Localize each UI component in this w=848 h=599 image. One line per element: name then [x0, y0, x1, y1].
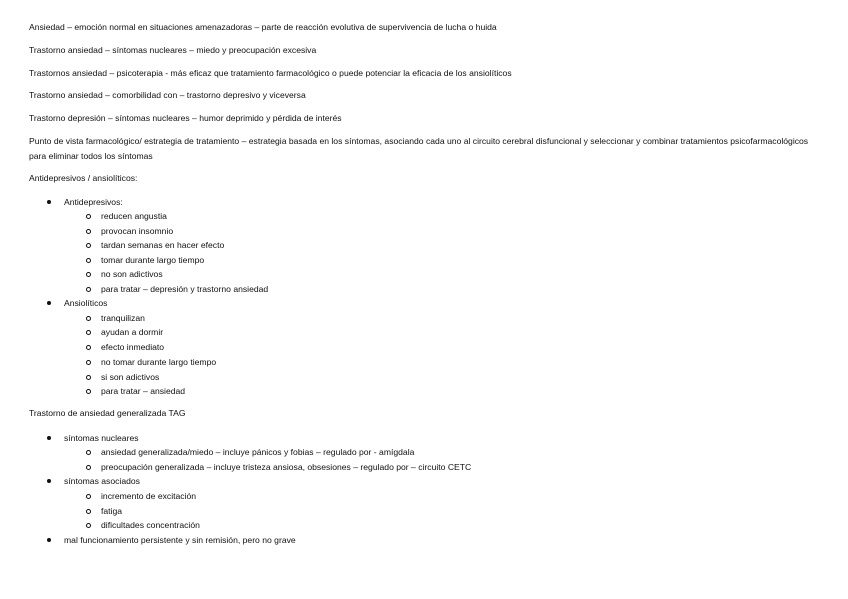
paragraph: Punto de vista farmacológico/ estrategia de tratamiento – estrategia basada en los síntomas, asociando cada uno al circuito cerebral disfuncional y seleccionar y combinar tratamientos psicofarmacológicos para eliminar todos los síntomas [29, 136, 809, 161]
paragraph: Trastornos ansiedad – psicoterapia - más eficaz que tratamiento farmacológico o puede potenciar la eficacia de los ansiolíticos [29, 68, 512, 78]
circle-bullet-icon [86, 243, 91, 248]
circle-bullet-icon [86, 272, 91, 277]
circle-bullet-icon [86, 389, 91, 394]
sub-list-item-label: efecto inmediato [101, 342, 165, 352]
sub-list-item-label: incremento de excitación [101, 491, 197, 501]
circle-bullet-icon [86, 465, 91, 470]
list-item-label: Antidepresivos: [64, 197, 123, 207]
sub-list-item-label: reducen angustia [101, 211, 167, 221]
circle-bullet-icon [86, 375, 91, 380]
sub-list-item-label: tranquilizan [101, 313, 145, 323]
sub-list-item-label: provocan insomnio [101, 226, 174, 236]
paragraph: Antidepresivos / ansiolíticos: [29, 173, 138, 183]
paragraph: Ansiedad – emoción normal en situaciones amenazadoras – parte de reacción evolutiva de supervivencia de lucha o huida [29, 22, 497, 32]
bullet-icon [47, 479, 51, 483]
list-item-label: síntomas nucleares [64, 433, 139, 443]
sub-list-item-label: preocupación generalizada – incluye tristeza ansiosa, obsesiones – regulado por – circuito CETC [101, 462, 472, 472]
circle-bullet-icon [86, 330, 91, 335]
circle-bullet-icon [86, 523, 91, 528]
circle-bullet-icon [86, 360, 91, 365]
circle-bullet-icon [86, 229, 91, 234]
sub-list-item-label: para tratar – depresión y trastorno ansiedad [101, 284, 269, 294]
bullet-icon [47, 538, 51, 542]
bullet-icon [47, 200, 51, 204]
section-heading: Trastorno de ansiedad generalizada TAG [29, 408, 186, 418]
sub-list-item-label: para tratar – ansiedad [101, 386, 186, 396]
circle-bullet-icon [86, 450, 91, 455]
sub-list-item-label: ayudan a dormir [101, 327, 164, 337]
list-item-label: mal funcionamiento persistente y sin remisión, pero no grave [64, 535, 296, 545]
sub-list-item-label: dificultades concentración [101, 520, 200, 530]
sub-list-item-label: tardan semanas en hacer efecto [101, 240, 225, 250]
circle-bullet-icon [86, 345, 91, 350]
sub-list-item-label: no tomar durante largo tiempo [101, 357, 217, 367]
sub-list-item-label: no son adictivos [101, 269, 163, 279]
paragraph: Trastorno ansiedad – comorbilidad con – trastorno depresivo y viceversa [29, 90, 306, 100]
list-item-label: Ansiolíticos [64, 298, 108, 308]
circle-bullet-icon [86, 494, 91, 499]
circle-bullet-icon [86, 287, 91, 292]
paragraph: Trastorno ansiedad – síntomas nucleares – miedo y preocupación excesiva [29, 45, 317, 55]
circle-bullet-icon [86, 509, 91, 514]
bullet-icon [47, 436, 51, 440]
circle-bullet-icon [86, 316, 91, 321]
sub-list-item-label: si son adictivos [101, 372, 160, 382]
sub-list-item-label: fatiga [101, 506, 123, 516]
circle-bullet-icon [86, 258, 91, 263]
list-item-label: síntomas asociados [64, 476, 140, 486]
sub-list-item-label: tomar durante largo tiempo [101, 255, 205, 265]
sub-list-item-label: ansiedad generalizada/miedo – incluye pánicos y fobias – regulado por - amígdala [101, 447, 415, 457]
circle-bullet-icon [86, 214, 91, 219]
paragraph: Trastorno depresión – síntomas nucleares – humor deprimido y pérdida de interés [29, 113, 342, 123]
bullet-icon [47, 301, 51, 305]
